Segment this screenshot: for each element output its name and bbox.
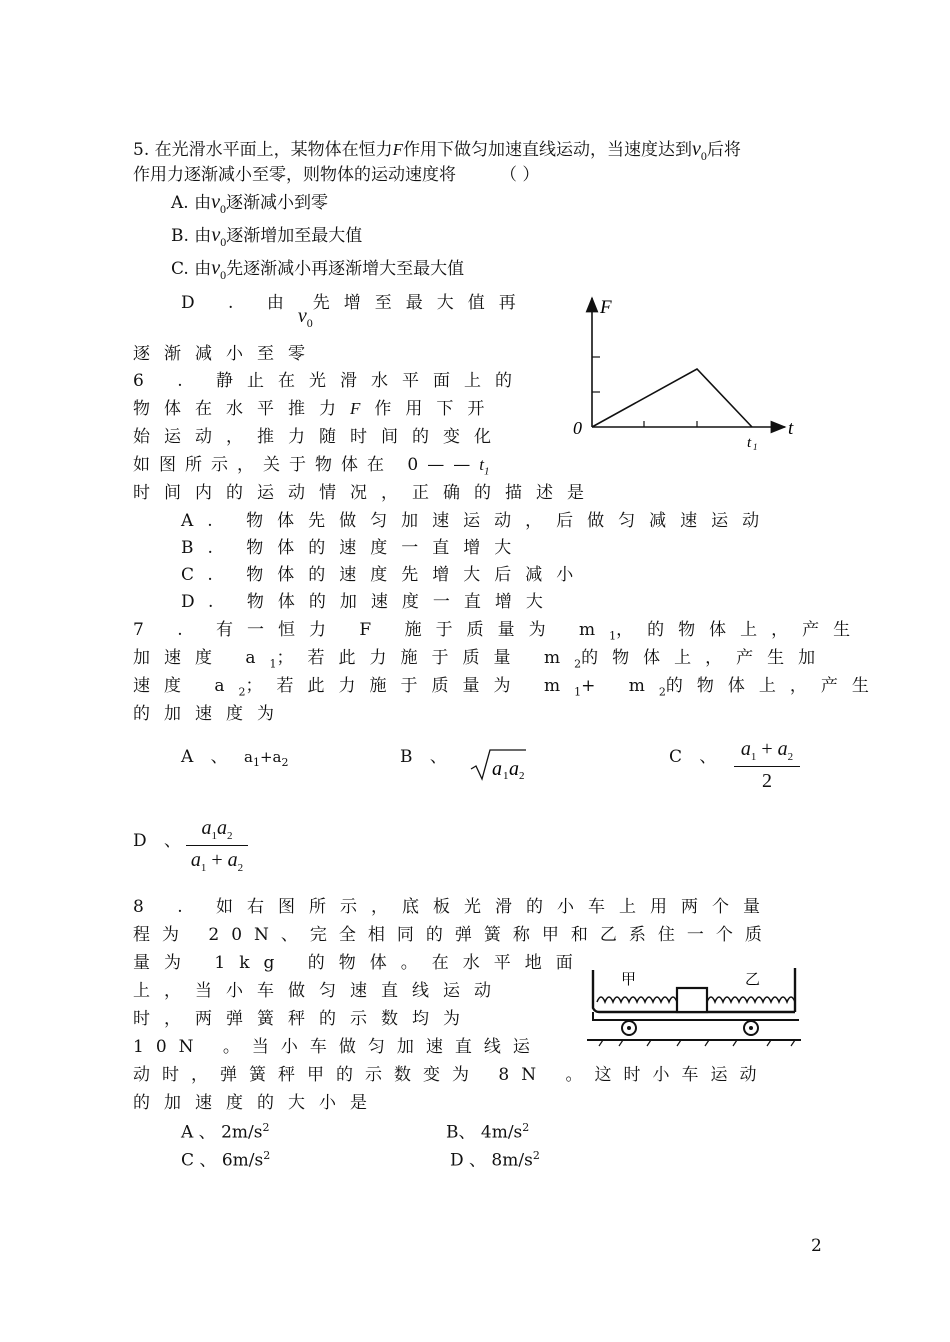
q7-line2-a: 加速度 a bbox=[133, 648, 270, 668]
q8-line7: 动时，弹簧秤甲的示数变为 8N 。这时小车运动 bbox=[133, 1065, 769, 1085]
q5-optC-post: 先逐渐减小再逐渐增大至最大值 bbox=[226, 259, 465, 279]
q5-option-d-line2: 逐渐减小至零 bbox=[133, 344, 319, 364]
q6-option-c: C. 物体的速度先增大后减小 bbox=[181, 565, 588, 585]
page-number: 2 bbox=[811, 1236, 822, 1256]
q8-line1: 8 . 如右图所示，底板光滑的小车上用两个量 bbox=[133, 897, 775, 917]
q7-line3 bbox=[133, 675, 883, 703]
q7-line2-c: 的物体上，产生加 bbox=[581, 648, 830, 668]
q6-option-b: B. 物体的速度一直增大 bbox=[181, 538, 526, 558]
spring-yi bbox=[707, 997, 795, 1002]
q7-option-b-sqrt bbox=[468, 746, 532, 784]
q7-option-c-label: C 、 bbox=[669, 747, 723, 767]
graph-t1-subscript: 1 bbox=[753, 442, 758, 452]
q6-option-d: D. 物体的加速度一直增大 bbox=[181, 592, 557, 612]
q7-line3-b: ；若此力施于质量为 m bbox=[245, 676, 575, 696]
graph-origin-label: 0 bbox=[573, 418, 582, 438]
q5-optC-pre: C. 由 bbox=[171, 259, 212, 279]
label-jia: 甲 bbox=[621, 970, 637, 988]
q6-line5: 时间内的运动情况，正确的描述是 bbox=[133, 483, 598, 503]
q5-option-d bbox=[181, 291, 530, 330]
q5-line2-text: 作用力逐渐减小至零，则物体的运动速度将 bbox=[133, 165, 456, 185]
q6-force-time-graph bbox=[560, 290, 810, 455]
q6-line2 bbox=[133, 398, 498, 420]
q6-force-symbol: F bbox=[350, 399, 375, 418]
q5-option-b bbox=[171, 224, 362, 253]
q5-line2 bbox=[133, 164, 539, 186]
q7-sub: 2 bbox=[574, 657, 582, 671]
q8-line2: 程为 20N、完全相同的弹簧称甲和乙系住一个质 bbox=[133, 925, 774, 945]
q8-line8: 的加速度的大小是 bbox=[133, 1093, 381, 1113]
q5-force-symbol: F bbox=[392, 140, 404, 159]
q8-line6: 10N 。当小车做匀加速直线运 bbox=[133, 1037, 542, 1057]
q7-line2 bbox=[133, 647, 829, 675]
q8-option-d: D 、 $8m/s^2$ bbox=[450, 1149, 540, 1171]
q5-optC-v0: $v_0$ bbox=[211, 257, 227, 282]
q7-option-a-label: A 、 bbox=[181, 747, 234, 767]
svg-text:1: 1 bbox=[503, 770, 509, 782]
q5-optA-v0: $v_0$ bbox=[211, 191, 226, 216]
q8-line5: 时，两弹簧秤的示数均为 bbox=[133, 1009, 474, 1029]
q8-option-a: A 、 $2m/s^2$ bbox=[181, 1121, 270, 1143]
q7-line4: 的加速度为 bbox=[133, 704, 288, 724]
q7-sub: 2 bbox=[658, 685, 666, 699]
q5-optB-post: 逐渐增加至最大值 bbox=[226, 226, 363, 246]
q7-line3-a: 速度 a bbox=[133, 676, 239, 696]
q7-sub: 1 bbox=[609, 629, 617, 643]
q7-line1 bbox=[133, 619, 864, 647]
q7-option-d-label: D 、 bbox=[133, 831, 188, 851]
q6-line4 bbox=[133, 454, 489, 482]
graph-y-label: F bbox=[600, 297, 612, 318]
q7-sub: 1 bbox=[574, 685, 582, 699]
q5-v0: $v_0$ bbox=[692, 138, 707, 163]
q5-optB-v0: $v_0$ bbox=[211, 224, 227, 249]
svg-text:2: 2 bbox=[519, 770, 525, 782]
q6-line1: 6 . 静止在光滑水平面上的 bbox=[133, 371, 527, 391]
q5-optD-v0: $v_0$ bbox=[297, 305, 313, 330]
q6-line2-tail: 作用下开 bbox=[374, 399, 499, 419]
q5-optD-post: 先增至最大值再 bbox=[312, 293, 530, 313]
q7-sub: 1 bbox=[269, 657, 277, 671]
q5-option-c bbox=[171, 257, 464, 286]
q7-option-b-label: B 、 bbox=[400, 747, 453, 767]
graph-t1-label: t bbox=[747, 435, 752, 451]
q8-option-c: C 、 $6m/s^2$ bbox=[181, 1149, 271, 1171]
q5-text-b: 作用下做匀加速直线运动，当速度达到 bbox=[403, 140, 693, 160]
graph-x-label: t bbox=[788, 418, 794, 439]
q8-option-b: B、 $4m/s^2$ bbox=[446, 1121, 530, 1143]
q6-line3: 始运动，推力随时间的变化 bbox=[133, 427, 505, 447]
q8-cart-spring-figure bbox=[585, 960, 805, 1060]
q6-t1: $t_1$ bbox=[479, 455, 490, 478]
q5-text-a: 5. 在光滑水平面上，某物体在恒力 bbox=[133, 140, 393, 160]
q7-line1-text: 7 . 有一恒力 F 施于质量为 m bbox=[133, 620, 610, 640]
q7-option-a-value: $a_1+a_2$ bbox=[244, 748, 289, 769]
q7-line3-d: 的物体上，产生 bbox=[665, 676, 883, 696]
q5-answer-paren: （ ） bbox=[500, 165, 540, 185]
q7-option-c-fraction: $a_1 + a_2$ 2 bbox=[734, 738, 800, 793]
block-1kg bbox=[677, 988, 707, 1012]
q7-option-d-fraction: $a_1a_2$ $a_1 + a_2$ bbox=[186, 817, 248, 874]
q6-line2-text: 物体在水平推力 bbox=[133, 399, 350, 419]
q7-sub: 2 bbox=[238, 685, 246, 699]
q5-option-a bbox=[171, 191, 328, 220]
label-yi: 乙 bbox=[745, 970, 761, 988]
q8-line3: 量为 1kg 的物体。在水平地面 bbox=[133, 953, 587, 973]
q7-line2-b: ；若此力施于质量 m bbox=[276, 648, 575, 668]
q7-line1-tail: ，的物体上，产生 bbox=[616, 620, 865, 640]
q5-optA-pre: A. 由 bbox=[171, 193, 212, 213]
q5-optB-pre: B. 由 bbox=[171, 226, 212, 246]
svg-text:a: a bbox=[492, 758, 502, 780]
graph-force-curve bbox=[592, 369, 752, 427]
q6-option-a: A. 物体先做匀加速运动，后做匀减速运动 bbox=[181, 511, 774, 531]
q8-line4: 上，当小车做匀速直线运动 bbox=[133, 981, 505, 1001]
q5-text-c: 后将 bbox=[706, 140, 741, 160]
q5-line1 bbox=[133, 138, 741, 167]
q6-line4-text: 如图所示，关于物体在 0—— bbox=[133, 455, 480, 475]
q5-optA-post: 逐渐减小到零 bbox=[225, 193, 328, 213]
svg-text:a: a bbox=[509, 758, 519, 780]
spring-jia bbox=[597, 997, 677, 1002]
q7-line3-c: + m bbox=[581, 676, 659, 696]
q5-optD-pre: D . 由 bbox=[181, 293, 298, 313]
